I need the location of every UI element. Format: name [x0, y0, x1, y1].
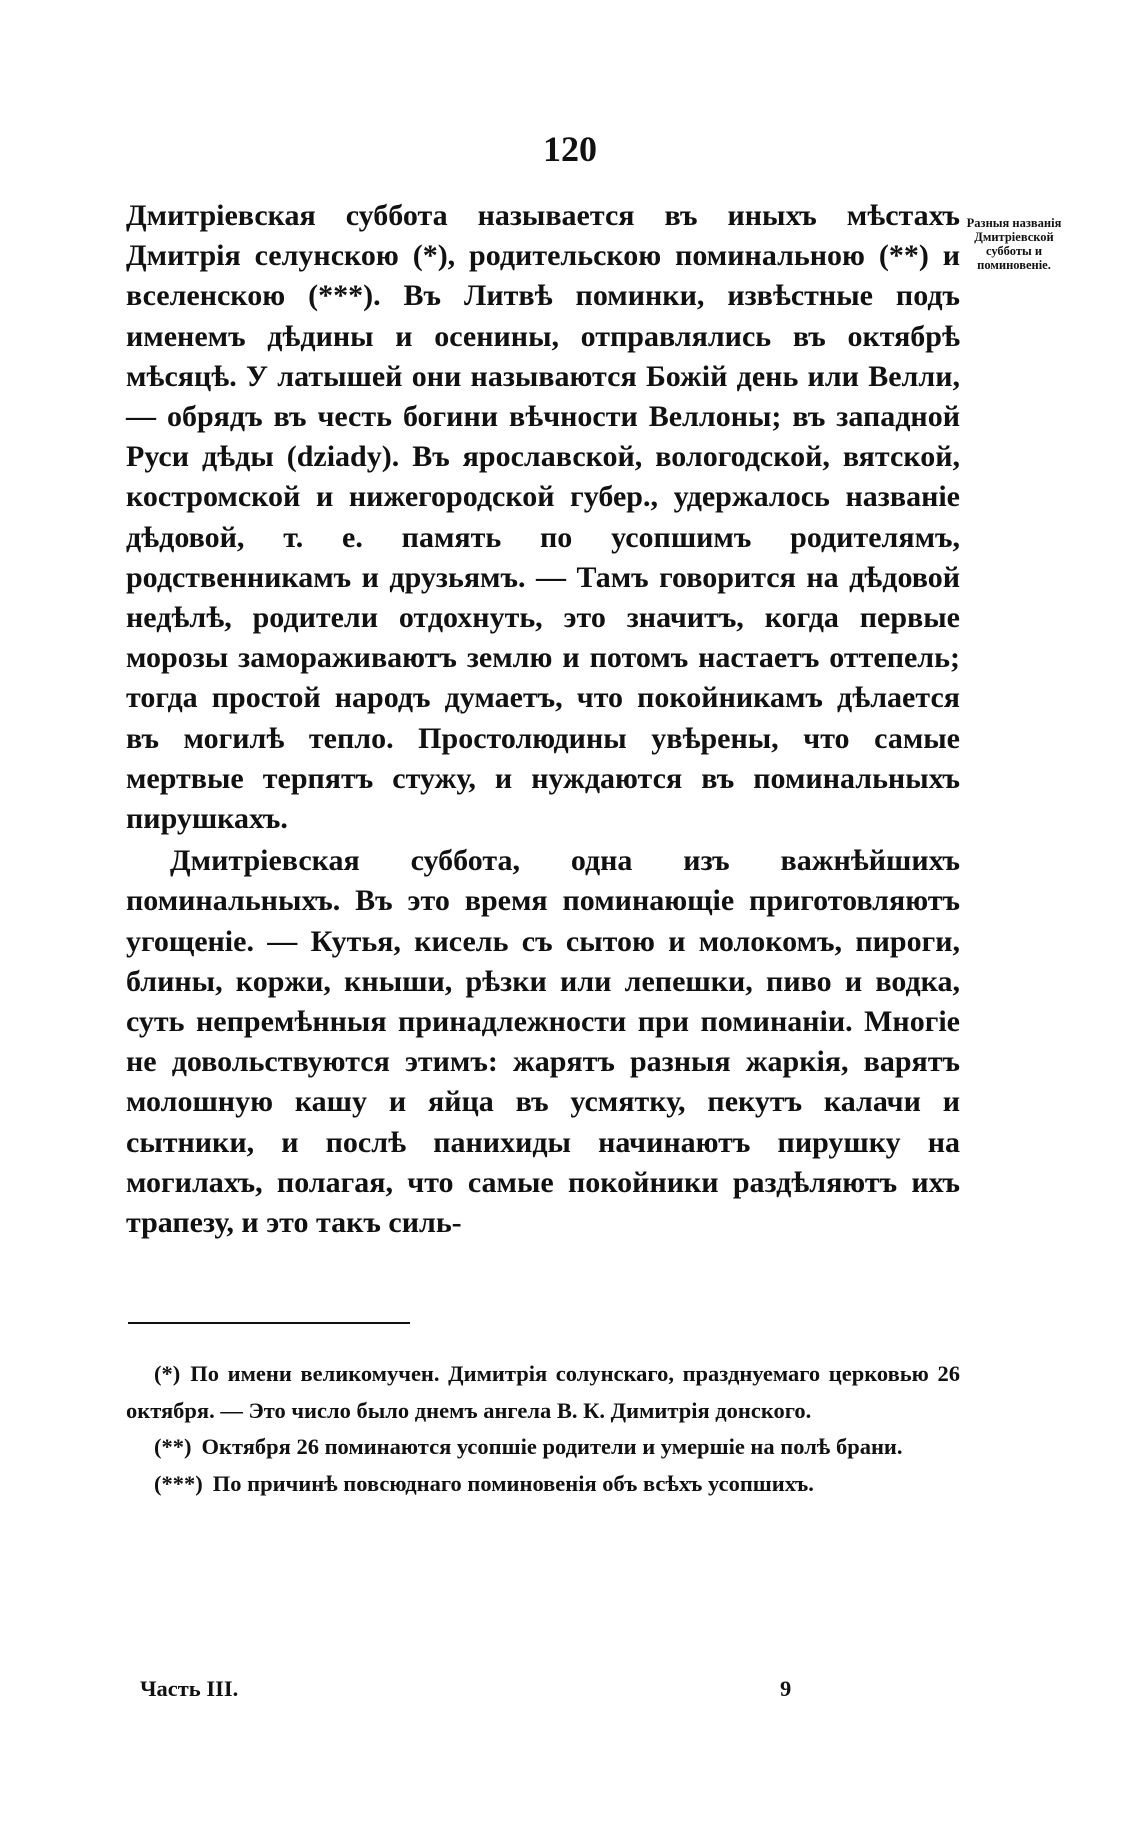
signature-mark: Часть III. — [140, 1676, 239, 1701]
paragraph-1: Дмитріевская суббота называется въ иныхъ мѣстахъ Дмитрія селунскою (*), родительскою поминальною (**) и вселенскою (***). Въ Литвѣ поминки, извѣстные подъ именемъ дѣдины и осенины, отправлялись въ октябрѣ мѣсяцѣ. У латышей они называются Божій день или Велли, — обрядъ въ честь богини вѣчности Веллоны; въ западной Руси дѣды (dziady). Въ ярославской, вологодской, вятской, костромской и нижегородской губер., удержалось названіе дѣдовой, т. е. память по усопшимъ родителямъ, родственникамъ и друзьямъ. — Тамъ говорится на дѣдовой недѣлѣ, родители отдохнуть, это значитъ, когда первые морозы замораживаютъ землю и потомъ настаетъ оттепель; тогда простой народъ думаетъ, что покойникамъ дѣлается въ могилѣ тепло. Простолюдины увѣрены, что самые мертвые терпятъ стужу, и нуждаются въ поминальныхъ пирушкахъ. — [126, 199, 960, 836]
main-text — [126, 196, 960, 1243]
margin-note: Разныя названія Дмитріевской субботы и поминовеніе. — [966, 216, 1062, 272]
page-number: 120 — [543, 129, 597, 169]
paragraph-2: Дмитріевская суббота, одна изъ важнѣйшихъ поминальныхъ. Въ это время поминающіе приготовляютъ угощеніе. — Кутья, кисель съ сытою и молокомъ, пироги, блины, коржи, кныши, рѣзки или лепешки, пиво и водка, суть непремѣнныя принадлежности при поминаніи. Многіе не довольствуются этимъ: жарятъ разныя жаркія, варятъ молошную кашу и яйца въ усмятку, пекутъ калачи и сытники, и послѣ панихиды начинаютъ пирушку на могилахъ, полагая, что самые покойники раздѣляютъ ихъ трапезу, и это такъ силь- — [126, 844, 960, 1240]
footnote-marker: (***) — [154, 1470, 203, 1496]
footnote-text: Октября 26 поминаются усопшіе родители и умершіе на полѣ брани. — [201, 1434, 903, 1460]
footnote-2 — [126, 1429, 960, 1466]
footnote-marker: (**) — [154, 1434, 192, 1460]
footnote-3 — [126, 1466, 960, 1503]
footnote-1 — [126, 1356, 960, 1429]
footnote-separator — [128, 1322, 410, 1324]
footnote-marker: (*) — [154, 1361, 181, 1386]
footnote-text: По имени великомучен. Димитрія солунскаго, празднуемаго церковью 26 октября. — Это число было днемъ ангела В. К. Димитрія донского. — [126, 1361, 960, 1423]
footnotes — [126, 1356, 960, 1502]
sheet-number: 9 — [780, 1676, 792, 1701]
footnote-text: По причинѣ повсюднаго поминовенія объ всѣхъ усопшихъ. — [212, 1470, 814, 1496]
signature-line — [140, 1676, 820, 1706]
